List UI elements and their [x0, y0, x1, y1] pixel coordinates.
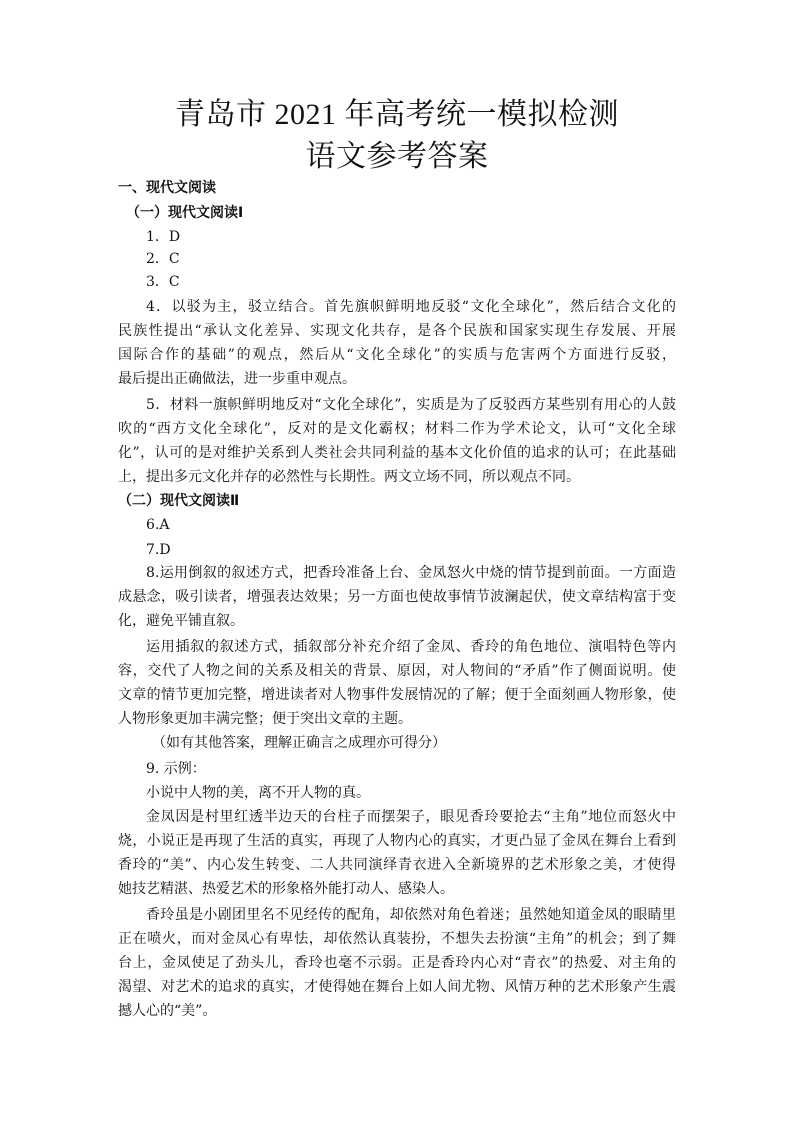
- answer-q9-line: 香玲虽是小剧团里名不见经传的配角，却依然对角色着迷；虽然她知道金凤的眼睛里: [146, 907, 676, 923]
- answer-q9-line: 台上，金凤使足了劲头儿，香玲也毫不示弱。正是香玲内心对“青衣”的热爱、对主角的: [118, 955, 676, 971]
- subsection-heading-reading-1: （一）现代文阅读Ⅰ: [126, 205, 244, 221]
- answer-q8-line: 成悬念，吸引读者，增强表达效果；另一方面也使故事情节波澜起伏，使文章结构富于变: [118, 589, 676, 605]
- answer-q9-line: 香玲的“美”、内心发生转变、二人共同演绎青衣进入全新境界的艺术形象之美，才使得: [118, 857, 676, 873]
- answer-q4-line: 国际合作的基础”的观点，然后从“文化全球化”的实质与危害两个方面进行反驳，: [118, 347, 676, 363]
- answer-q9-line: 渴望、对艺术的追求的真实，才使得她在舞台上如人间尤物、风情万种的艺术形象产生震: [118, 979, 676, 995]
- answer-q9-label: 9. 示例：: [146, 761, 206, 777]
- answer-q4-line: 最后提出正确做法，进一步重申观点。: [118, 371, 356, 387]
- answer-q3: 3．C: [146, 274, 180, 290]
- answer-q7: 7.D: [146, 542, 171, 558]
- answer-q9-line: 烧，小说正是再现了生活的真实，再现了人物内心的真实，才更凸显了金凤在舞台上看到: [118, 833, 676, 849]
- answer-q2: 2．C: [146, 251, 180, 267]
- document-subtitle: 语文参考答案: [305, 140, 489, 173]
- answer-q6: 6.A: [146, 517, 170, 533]
- answer-q8-line: 人物形象更加丰满完整；便于突出文章的主题。: [118, 711, 412, 727]
- subsection-heading-reading-2: （二）现代文阅读Ⅱ: [118, 493, 240, 509]
- answer-q8-line: 运用插叙的叙述方式，插叙部分补充介绍了金凤、香玲的角色地位、演唱特色等内: [146, 639, 676, 655]
- answer-q4-line: 4．以驳为主，驳立结合。首先旗帜鲜明地反驳“文化全球化”，然后结合文化的: [146, 299, 676, 315]
- answer-q4-line: 民族性提出“承认文化差异、实现文化共存，是各个民族和国家实现生存发展、开展: [118, 323, 676, 339]
- answer-q9-line: 撼人心的“美”。: [118, 1003, 217, 1019]
- answer-q5-line: 5．材料一旗帜鲜明地反对“文化全球化”，实质是为了反驳西方某些别有用心的人鼓: [146, 397, 676, 413]
- answer-q5-line: 上，提出多元文化并存的必然性与长期性。两文立场不同，所以观点不同。: [118, 469, 580, 485]
- answer-q8-line: 8.运用倒叙的叙述方式，把香玲准备上台、金凤怒火中烧的情节提到前面。一方面造: [146, 565, 676, 581]
- answer-q8-line: 化，避免平铺直叙。: [118, 613, 244, 629]
- answer-q5-line: 吹的“西方文化全球化”，反对的是文化霸权；材料二作为学术论文，认可“文化全球: [118, 421, 676, 437]
- answer-q9-line: 金凤因是村里红透半边天的台柱子而摆架子，眼见香玲要抢去“主角”地位而怒火中: [146, 809, 676, 825]
- answer-q1: 1．D: [146, 229, 181, 245]
- document-title: 青岛市 2021 年高考统一模拟检测: [175, 98, 619, 131]
- answer-q9-thesis: 小说中人物的美，离不开人物的真。: [146, 785, 370, 801]
- answer-q5-line: 化”，认可的是对维护关系到人类社会共同利益的基本文化价值的追求的认可；在此基础: [118, 445, 676, 461]
- answer-q9-line: 正在喷火，而对金凤心有卑怯，却依然认真装扮，不想失去扮演“主角”的机会；到了舞: [118, 931, 676, 947]
- answer-q8-note: （如有其他答案，理解正确言之成理亦可得分）: [152, 735, 446, 751]
- answer-q9-line: 她技艺精湛、热爱艺术的形象格外能打动人、感染人。: [118, 881, 454, 897]
- section-heading-modern-reading: 一、现代文阅读: [118, 180, 216, 196]
- answer-q8-line: 文章的情节更加完整，增进读者对人物事件发展情况的了解；便于全面刻画人物形象，使: [118, 687, 676, 703]
- answer-q8-line: 容，交代了人物之间的关系及相关的背景、原因，对人物间的“矛盾”作了侧面说明。使: [118, 663, 676, 679]
